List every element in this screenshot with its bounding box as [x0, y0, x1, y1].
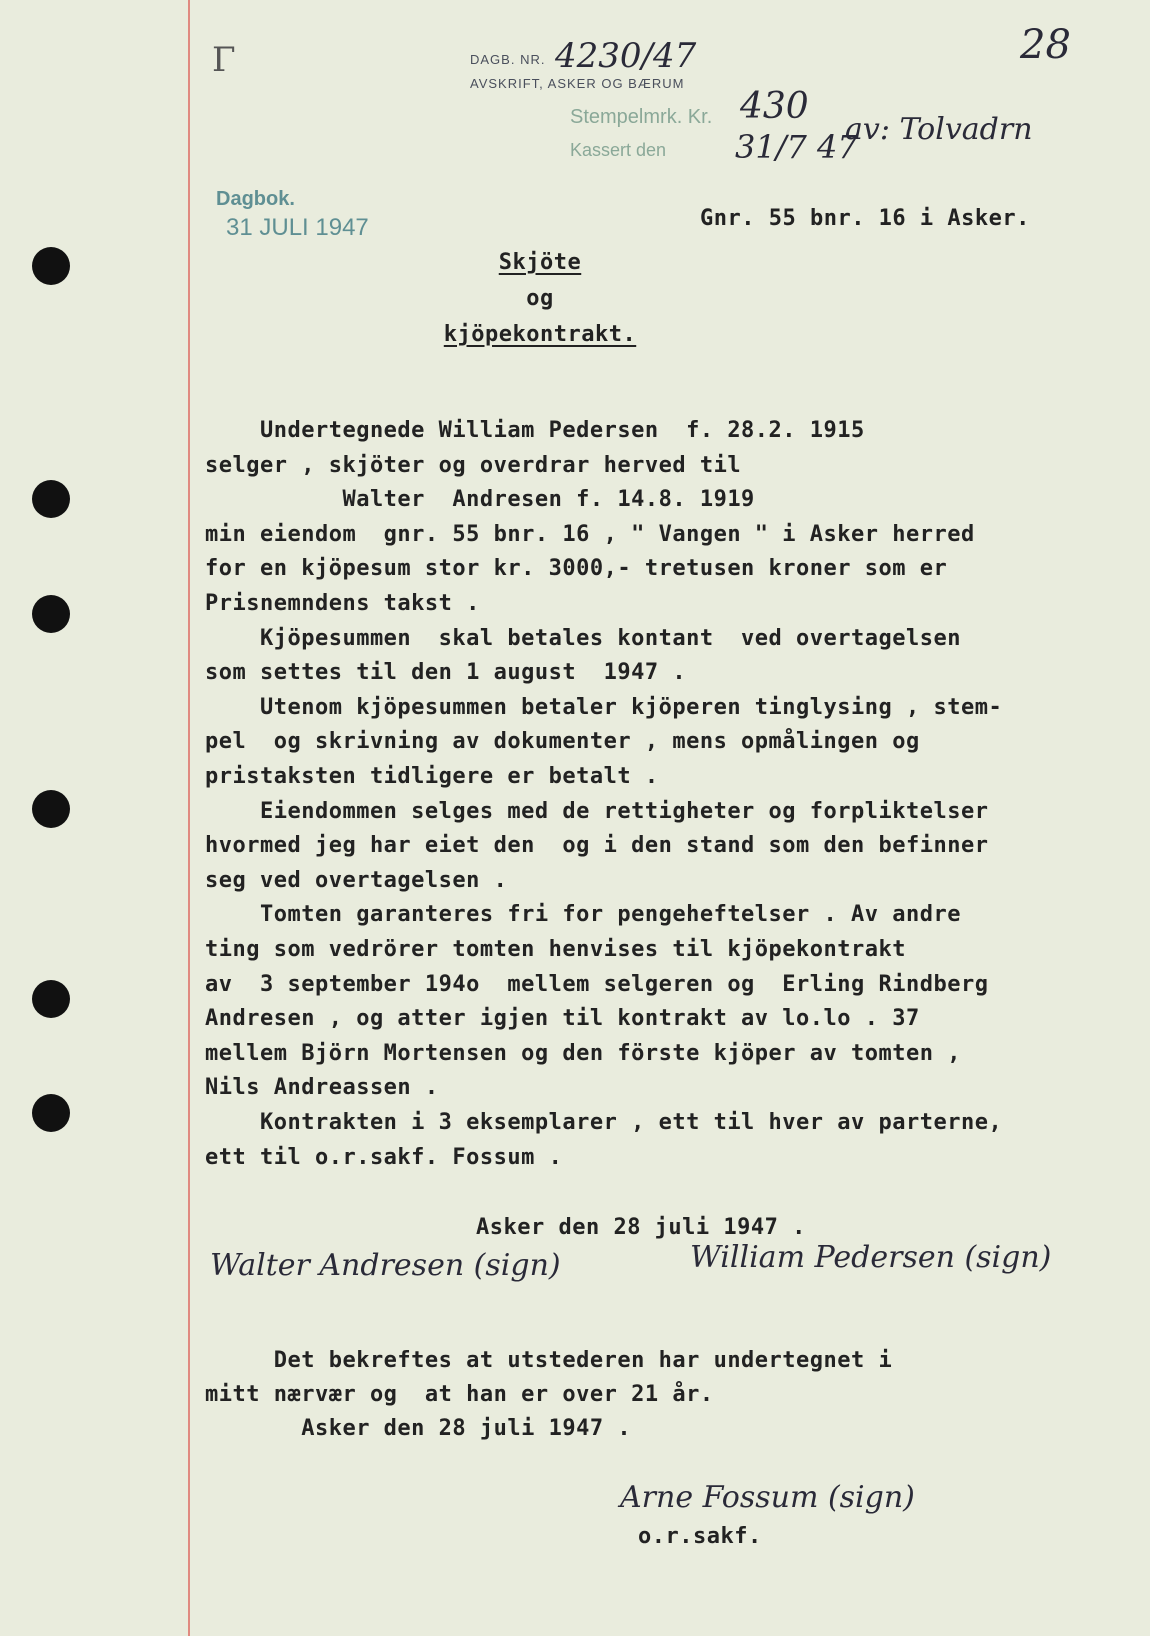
corner-mark: Γ — [212, 40, 236, 80]
contract-line: Eiendommen selges med de rettigheter og forpliktelser — [205, 798, 989, 824]
contract-line: Tomten garanteres fri for pengeheftelser . Av andre — [205, 902, 961, 928]
contract-line: Walter Andresen f. 14.8. 1919 — [205, 487, 755, 513]
contract-line: hvormed jeg har eiet den og i den stand som den befinner — [205, 833, 989, 859]
dagb-nr-label: DAGB. NR. — [470, 52, 546, 67]
stempel-stamp: Stempelmrk. Kr. — [570, 106, 713, 128]
seller-signature: William Pedersen (sign) — [690, 1240, 1052, 1275]
buyer-signature: Walter Andresen (sign) — [210, 1248, 561, 1283]
contract-line: som settes til den 1 august 1947 . — [205, 660, 687, 686]
kassert-value: 31/7 47 — [735, 128, 858, 166]
red-margin-line — [188, 0, 190, 1636]
contract-line: ett til o.r.sakf. Fossum . — [205, 1144, 563, 1170]
contract-line: ting som vedrörer tomten henvises til kjöpekontrakt — [205, 937, 907, 962]
punch-hole — [32, 1094, 70, 1132]
dagb-nr-value: 4230/47 — [555, 36, 697, 76]
witness-title: o.r.sakf. — [638, 1524, 762, 1549]
punch-hole — [32, 790, 70, 828]
contract-line: Kontrakten i 3 eksemplarer , ett til hver av parterne, — [205, 1110, 1003, 1135]
contract-line: pristaksten tidligere er betalt . — [205, 764, 659, 789]
contract-line: Andresen , og atter igjen til kontrakt av lo.lo . 37 — [205, 1006, 920, 1032]
contract-line: Utenom kjöpesummen betaler kjöperen tinglysing , stem- — [205, 694, 1003, 720]
contract-line: mellem Björn Mortensen og den förste kjöper av tomten , — [205, 1040, 961, 1066]
contract-line: selger , skjöter og overdrar herved til — [205, 452, 742, 478]
punch-hole — [32, 980, 70, 1018]
document-subtitle: kjöpekontrakt. — [443, 322, 637, 347]
contract-line: Prisnemndens takst . — [205, 591, 480, 616]
document-title: Skjöte — [498, 250, 582, 275]
avskrift-stamp: AVSKRIFT, ASKER OG BÆRUM — [470, 76, 685, 91]
dagbok-date-stamp: 31 JULI 1947 — [226, 214, 369, 241]
contract-line: pel og skrivning av dokumenter , mens opmålingen og — [205, 729, 920, 755]
punch-hole — [32, 595, 70, 633]
contract-line: min eiendom gnr. 55 bnr. 16 , " Vangen " i Asker herred — [205, 521, 975, 547]
contract-line: Kjöpesummen skal betales kontant ved overtagelsen — [205, 625, 961, 651]
contract-line: Nils Andreassen . — [205, 1075, 439, 1101]
kassert-stamp: Kassert den — [570, 140, 667, 160]
attestation-line: mitt nærvær og at han er over 21 år. — [205, 1382, 714, 1407]
attestation-line: Asker den 28 juli 1947 . — [205, 1416, 632, 1441]
attestation-line: Det bekreftes at utstederen har undertegnet i — [205, 1348, 893, 1373]
stempel-signature: av: Tolvadrn — [845, 112, 1033, 147]
punch-hole — [32, 480, 70, 518]
stempel-value: 430 — [740, 86, 809, 127]
property-reference: Gnr. 55 bnr. 16 i Asker. — [700, 206, 1030, 231]
contract-line: seg ved overtagelsen . — [205, 867, 508, 893]
contract-line: av 3 september 194o mellem selgeren og Erling Rindberg — [205, 971, 989, 997]
place-date: Asker den 28 juli 1947 . — [476, 1215, 806, 1240]
contract-line: Undertegnede William Pedersen f. 28.2. 1915 — [205, 418, 865, 443]
page-number: 28 — [1020, 22, 1071, 68]
dagbok-stamp: Dagbok. — [216, 188, 295, 210]
punch-hole — [32, 247, 70, 285]
contract-line: for en kjöpesum stor kr. 3000,- tretusen kroner som er — [205, 556, 948, 582]
witness-signature: Arne Fossum (sign) — [620, 1480, 915, 1515]
title-conjunction: og — [526, 286, 554, 311]
